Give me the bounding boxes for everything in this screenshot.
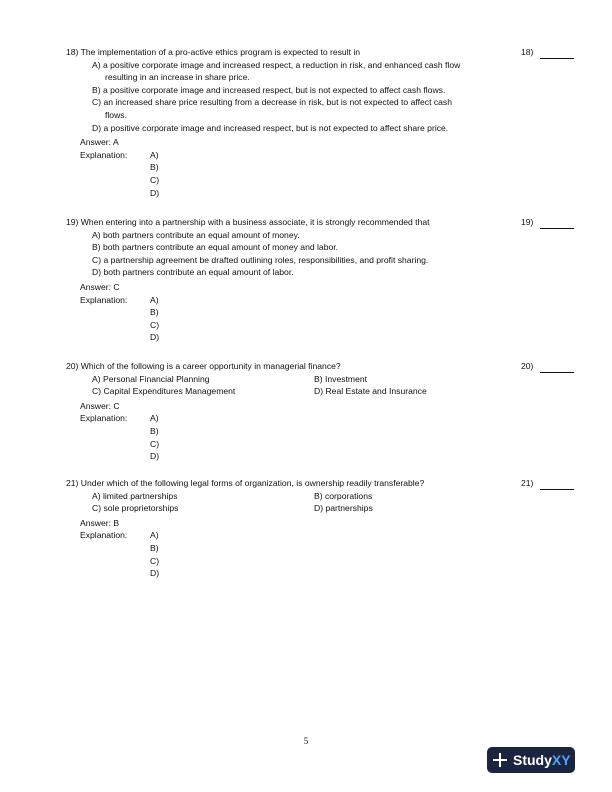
explanation-label: Explanation: [80,149,128,160]
option-c: C) a partnership agreement be drafted outlining roles, responsibilities, and profit sharing. [92,254,429,265]
option-d: D) a positive corporate image and increased respect, but is not expected to affect share price. [92,122,449,133]
question-18 [66,46,506,199]
answer-blank-21 [521,477,579,490]
question-stem: 21) Under which of the following legal forms of organization, is ownership readily transferable? [66,478,425,488]
badge-text-accent: XY [551,751,571,768]
answer-line: Answer: A [80,137,119,148]
answer-blank-19 [521,216,579,229]
answer-underline[interactable] [540,480,574,490]
question-number-label: 20) [521,361,534,371]
option-b: B) Investment [314,373,368,384]
plus-icon [493,753,507,767]
explanation-option: D) [150,568,160,579]
page-number: 5 [303,736,309,746]
badge-text [513,751,571,768]
option-c: C) Capital Expenditures Management [92,386,236,397]
explanation-label: Explanation: [80,413,128,424]
option-d: D) both partners contribute an equal amount of labor. [92,267,294,278]
explanation-block [80,529,506,579]
option-b: B) both partners contribute an equal amount of money and labor. [92,242,339,253]
explanation-option: C) [150,438,160,449]
badge-text-main: Study [513,751,552,768]
explanation-option: C) [150,174,160,185]
explanation-block [80,412,506,462]
explanation-option: B) [150,542,159,553]
question-number-label: 18) [521,47,534,57]
question-19 [66,216,506,344]
question-21 [66,477,506,580]
answer-line: Answer: B [80,517,120,528]
option-b: B) corporations [314,490,373,501]
explanation-option: D) [150,451,160,462]
question-stem: 18) The implementation of a pro-active ethics program is expected to result in [66,47,361,57]
explanation-option: C) [150,319,160,330]
option-a: A) limited partnerships [92,490,178,501]
explanation-option: A) [150,413,159,424]
question-stem: 20) Which of the following is a career opportunity in managerial finance? [66,361,341,371]
question-number-label: 19) [521,217,534,227]
question-number-label: 21) [521,478,534,488]
option-a: A) both partners contribute an equal amount of money. [92,229,300,240]
explanation-option: C) [150,555,160,566]
explanation-label: Explanation: [80,294,128,305]
options-list [92,229,506,279]
options-list [92,59,506,135]
studyxy-badge[interactable] [487,747,575,773]
explanation-option: D) [150,187,160,198]
explanation-block [80,149,506,199]
options-grid [92,373,506,398]
question-20 [66,360,506,463]
explanation-option: B) [150,425,159,436]
explanation-option: D) [150,332,160,343]
explanation-option: A) [150,530,159,541]
answer-blank-18 [521,46,579,59]
explanation-option: B) [150,307,159,318]
option-d: D) partnerships [314,503,373,514]
answer-line: Answer: C [80,281,120,292]
answer-blank-20 [521,360,579,373]
explanation-label: Explanation: [80,530,128,541]
explanation-option: B) [150,162,159,173]
option-b: B) a positive corporate image and increased respect, but is not expected to affect cash flows. [92,84,446,95]
explanation-block [80,294,506,344]
option-c: C) an increased share price resulting from a decrease in risk, but is not expected to affect cash flows. [92,97,453,120]
option-d: D) Real Estate and Insurance [314,386,427,397]
options-grid [92,490,506,515]
answer-underline[interactable] [540,219,574,229]
option-a: A) Personal Financial Planning [92,373,210,384]
option-a: A) a positive corporate image and increased respect, a reduction in risk, and enhanced cash flow resulting in an increase in share price. [92,59,461,83]
answer-underline[interactable] [540,49,574,59]
question-stem: 19) When entering into a partnership with a business associate, it is strongly recommended that [66,217,430,227]
explanation-option: A) [150,294,159,305]
explanation-option: A) [150,149,159,160]
option-c: C) sole proprietorships [92,503,179,514]
answer-underline[interactable] [540,363,574,373]
answer-line: Answer: C [80,400,120,411]
